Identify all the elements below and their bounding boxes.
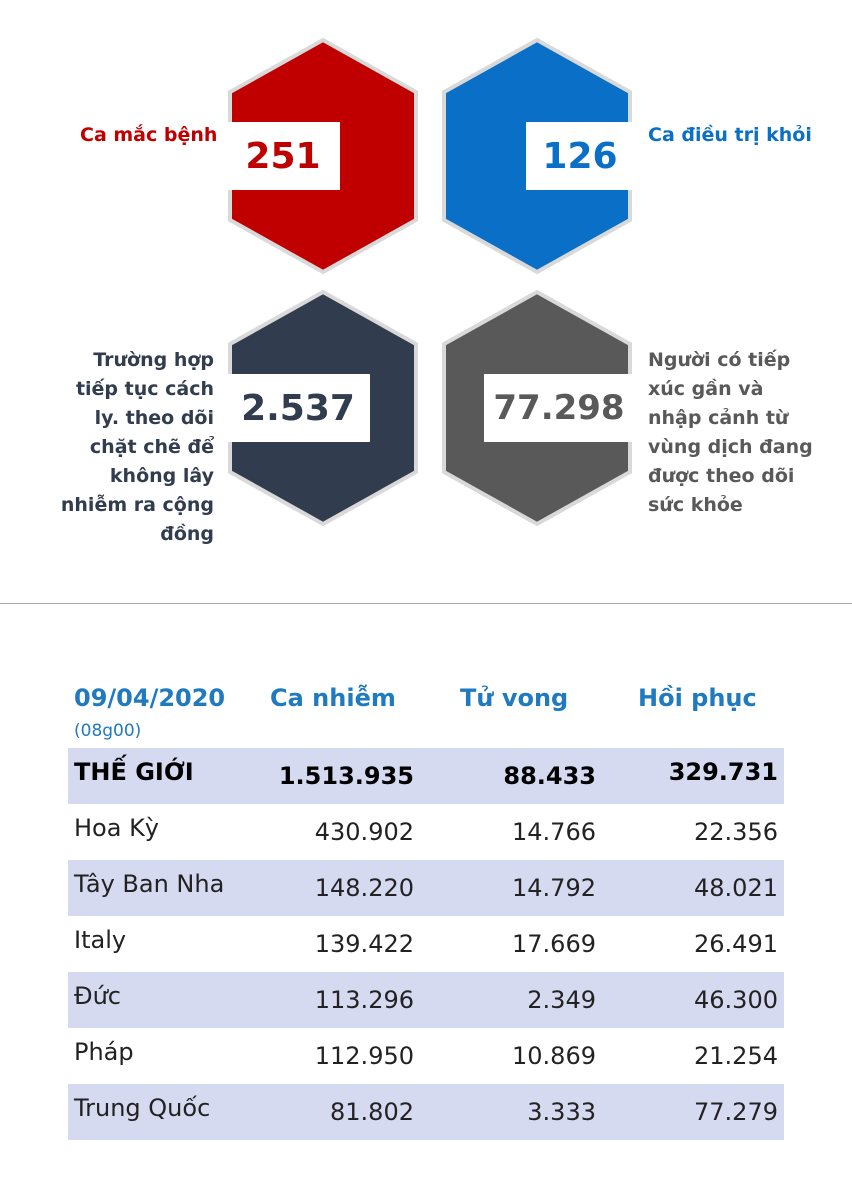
recovered-label: Ca điều trị khỏi (648, 124, 812, 146)
row-recovered: 329.731 (668, 758, 778, 786)
contacts-label-line: Người có tiếp (648, 349, 791, 371)
row-cases: 113.296 (314, 986, 414, 1014)
recovered-value: 126 (542, 135, 618, 177)
row-name: Hoa Kỳ (74, 814, 160, 842)
isolation-label-line: tiếp tục cách (75, 378, 214, 400)
row-cases: 112.950 (314, 1042, 414, 1070)
infected-label: Ca mắc bệnh (80, 124, 218, 146)
header-recovered: Hồi phục (638, 684, 757, 712)
row-deaths: 14.792 (512, 874, 596, 902)
row-cases: 148.220 (314, 874, 414, 902)
row-name: Trung Quốc (74, 1094, 211, 1122)
table-row (68, 916, 784, 972)
table-row (68, 1084, 784, 1140)
row-recovered: 77.279 (694, 1098, 778, 1126)
infected-value-box (226, 122, 340, 190)
table-row (68, 1028, 784, 1084)
contacts-value-box (484, 374, 634, 442)
contacts-label-line: xúc gần và (648, 378, 764, 400)
table-date: 09/04/2020 (74, 684, 226, 712)
row-recovered: 46.300 (694, 986, 778, 1014)
recovered-value-box (526, 122, 634, 190)
contacts-label-line: được theo dõi (648, 465, 795, 487)
row-name: Tây Ban Nha (74, 870, 225, 898)
isolation-label-line: chặt chẽ để (89, 436, 214, 458)
header-deaths: Tử vong (460, 684, 569, 712)
contacts-label-line: nhập cảnh từ (648, 407, 789, 429)
isolation-value: 2.537 (241, 387, 355, 429)
isolation-label-line: đồng (160, 523, 214, 545)
isolation-label-line: nhiễm ra cộng (60, 494, 214, 516)
row-deaths: 3.333 (527, 1098, 596, 1126)
table-row (68, 804, 784, 860)
row-recovered: 21.254 (694, 1042, 778, 1070)
isolation-label (61, 346, 214, 549)
row-deaths: 10.869 (512, 1042, 596, 1070)
table-time: (08g00) (74, 721, 142, 741)
row-deaths: 88.433 (503, 762, 596, 790)
row-recovered: 26.491 (694, 930, 778, 958)
isolation-value-box (226, 374, 370, 442)
isolation-label-line: Trường hợp (93, 349, 214, 371)
row-name: Đức (74, 982, 122, 1010)
row-cases: 81.802 (330, 1098, 414, 1126)
row-name: THẾ GIỚI (74, 758, 194, 786)
row-cases: 1.513.935 (278, 762, 414, 790)
infected-value: 251 (245, 135, 321, 177)
row-cases: 430.902 (314, 818, 414, 846)
row-recovered: 48.021 (694, 874, 778, 902)
row-name: Italy (74, 926, 127, 954)
table-row (68, 860, 784, 916)
table-row (68, 972, 784, 1028)
section-divider (0, 603, 852, 604)
row-cases: 139.422 (314, 930, 414, 958)
row-deaths: 14.766 (512, 818, 596, 846)
contacts-value: 77.298 (493, 388, 625, 428)
isolation-label-line: ly. theo dõi (94, 407, 214, 429)
row-name: Pháp (74, 1038, 134, 1066)
contacts-label-line: vùng dịch đang (648, 436, 813, 458)
row-recovered: 22.356 (694, 818, 778, 846)
row-deaths: 17.669 (512, 930, 596, 958)
header-cases: Ca nhiễm (270, 684, 396, 712)
table-row-world (68, 748, 784, 804)
contacts-label (648, 346, 813, 520)
row-deaths: 2.349 (527, 986, 596, 1014)
isolation-label-line: không lây (109, 465, 214, 487)
contacts-label-line: sức khỏe (648, 494, 743, 516)
